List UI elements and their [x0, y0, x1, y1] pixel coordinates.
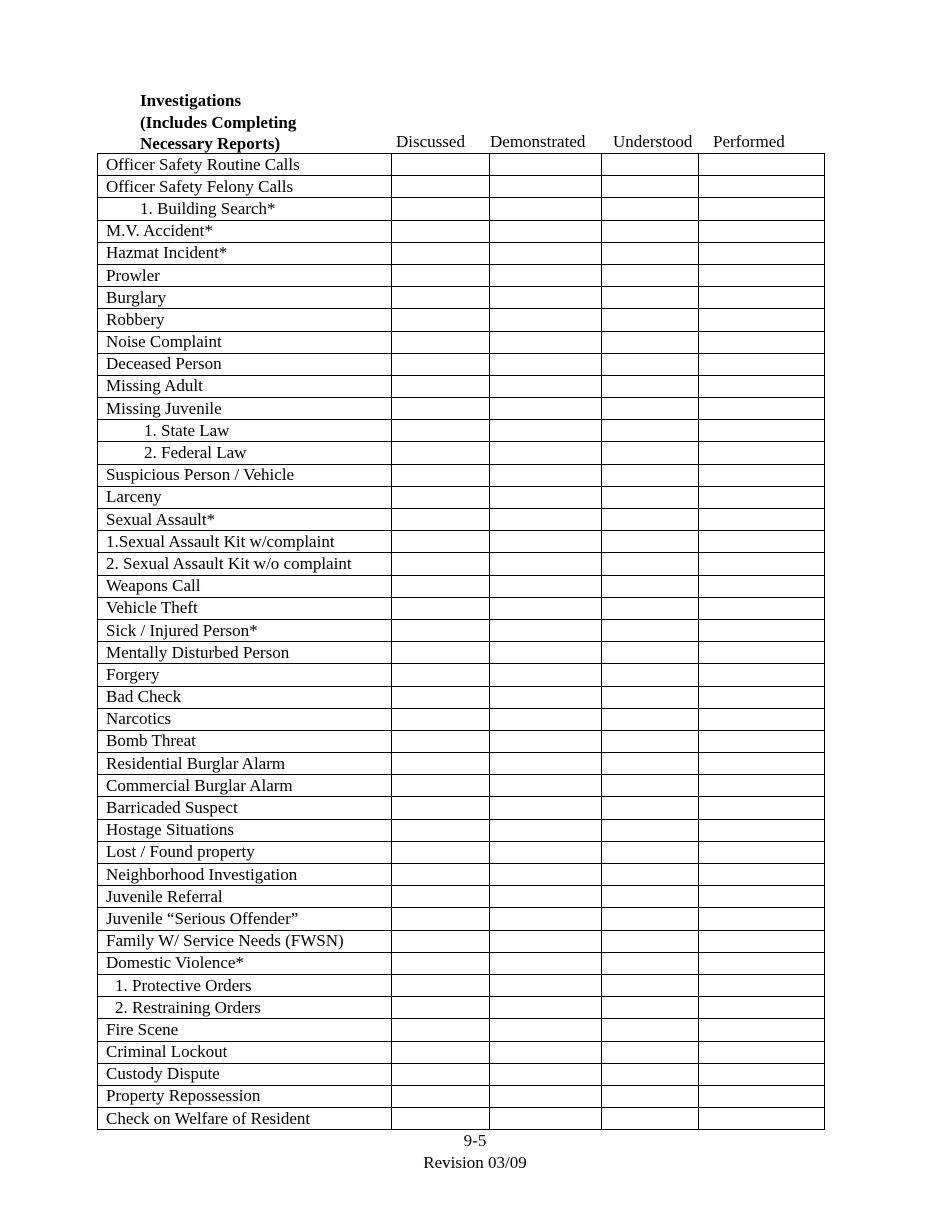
performed-checkbox-cell[interactable] [699, 797, 825, 819]
discussed-checkbox-cell[interactable] [392, 464, 490, 486]
performed-checkbox-cell[interactable] [699, 1063, 825, 1085]
performed-checkbox-cell[interactable] [699, 619, 825, 641]
table-row [98, 664, 825, 686]
performed-checkbox-cell[interactable] [699, 553, 825, 575]
demonstrated-checkbox-cell[interactable] [490, 997, 602, 1019]
performed-checkbox-cell[interactable] [699, 309, 825, 331]
column-header-understood: Understood [613, 132, 693, 151]
discussed-checkbox-cell[interactable] [392, 1041, 490, 1063]
understood-checkbox-cell[interactable] [602, 886, 699, 908]
demonstrated-checkbox-cell[interactable] [490, 775, 602, 797]
row-label: 2. Sexual Assault Kit w/o complaint [98, 553, 392, 575]
table-row [98, 553, 825, 575]
table-row [98, 176, 825, 198]
table-row [98, 1108, 825, 1130]
demonstrated-checkbox-cell[interactable] [490, 708, 602, 730]
discussed-checkbox-cell[interactable] [392, 1019, 490, 1041]
table-row [98, 797, 825, 819]
demonstrated-checkbox-cell[interactable] [490, 619, 602, 641]
row-label: Hazmat Incident* [98, 242, 392, 264]
performed-checkbox-cell[interactable] [699, 331, 825, 353]
understood-checkbox-cell[interactable] [602, 775, 699, 797]
discussed-checkbox-cell[interactable] [392, 509, 490, 531]
row-label: 2. Federal Law [98, 442, 392, 464]
demonstrated-checkbox-cell[interactable] [490, 242, 602, 264]
performed-checkbox-cell[interactable] [699, 819, 825, 841]
demonstrated-checkbox-cell[interactable] [490, 220, 602, 242]
discussed-checkbox-cell[interactable] [392, 642, 490, 664]
table-row [98, 264, 825, 286]
table-row [98, 686, 825, 708]
performed-checkbox-cell[interactable] [699, 997, 825, 1019]
performed-checkbox-cell[interactable] [699, 886, 825, 908]
understood-checkbox-cell[interactable] [602, 664, 699, 686]
table-row [98, 819, 825, 841]
performed-checkbox-cell[interactable] [699, 375, 825, 397]
table-row [98, 531, 825, 553]
row-label: Weapons Call [98, 575, 392, 597]
demonstrated-checkbox-cell[interactable] [490, 353, 602, 375]
demonstrated-checkbox-cell[interactable] [490, 309, 602, 331]
performed-checkbox-cell[interactable] [699, 1041, 825, 1063]
understood-checkbox-cell[interactable] [602, 553, 699, 575]
performed-checkbox-cell[interactable] [699, 420, 825, 442]
performed-checkbox-cell[interactable] [699, 730, 825, 752]
row-label: Bad Check [98, 686, 392, 708]
understood-checkbox-cell[interactable] [602, 154, 699, 176]
performed-checkbox-cell[interactable] [699, 775, 825, 797]
understood-checkbox-cell[interactable] [602, 442, 699, 464]
understood-checkbox-cell[interactable] [602, 176, 699, 198]
discussed-checkbox-cell[interactable] [392, 908, 490, 930]
understood-checkbox-cell[interactable] [602, 708, 699, 730]
demonstrated-checkbox-cell[interactable] [490, 486, 602, 508]
performed-checkbox-cell[interactable] [699, 864, 825, 886]
discussed-checkbox-cell[interactable] [392, 264, 490, 286]
performed-checkbox-cell[interactable] [699, 287, 825, 309]
performed-checkbox-cell[interactable] [699, 952, 825, 974]
performed-checkbox-cell[interactable] [699, 930, 825, 952]
discussed-checkbox-cell[interactable] [392, 398, 490, 420]
table-row [98, 287, 825, 309]
understood-checkbox-cell[interactable] [602, 797, 699, 819]
discussed-checkbox-cell[interactable] [392, 974, 490, 996]
row-label: Domestic Violence* [98, 952, 392, 974]
row-label: 1.Sexual Assault Kit w/complaint [98, 531, 392, 553]
table-row [98, 198, 825, 220]
discussed-checkbox-cell[interactable] [392, 864, 490, 886]
understood-checkbox-cell[interactable] [602, 864, 699, 886]
discussed-checkbox-cell[interactable] [392, 930, 490, 952]
demonstrated-checkbox-cell[interactable] [490, 753, 602, 775]
section-title-line: Necessary Reports) [140, 134, 281, 153]
understood-checkbox-cell[interactable] [602, 331, 699, 353]
performed-checkbox-cell[interactable] [699, 154, 825, 176]
discussed-checkbox-cell[interactable] [392, 952, 490, 974]
discussed-checkbox-cell[interactable] [392, 619, 490, 641]
table-row [98, 886, 825, 908]
performed-checkbox-cell[interactable] [699, 220, 825, 242]
discussed-checkbox-cell[interactable] [392, 819, 490, 841]
table-row [98, 486, 825, 508]
table-row [98, 974, 825, 996]
understood-checkbox-cell[interactable] [602, 819, 699, 841]
demonstrated-checkbox-cell[interactable] [490, 398, 602, 420]
column-header-performed: Performed [713, 132, 785, 151]
performed-checkbox-cell[interactable] [699, 597, 825, 619]
understood-checkbox-cell[interactable] [602, 686, 699, 708]
row-label: Sexual Assault* [98, 509, 392, 531]
understood-checkbox-cell[interactable] [602, 242, 699, 264]
performed-checkbox-cell[interactable] [699, 442, 825, 464]
table-row [98, 708, 825, 730]
demonstrated-checkbox-cell[interactable] [490, 664, 602, 686]
understood-checkbox-cell[interactable] [602, 597, 699, 619]
demonstrated-checkbox-cell[interactable] [490, 886, 602, 908]
understood-checkbox-cell[interactable] [602, 398, 699, 420]
demonstrated-checkbox-cell[interactable] [490, 176, 602, 198]
performed-checkbox-cell[interactable] [699, 575, 825, 597]
understood-checkbox-cell[interactable] [602, 486, 699, 508]
table-row [98, 753, 825, 775]
demonstrated-checkbox-cell[interactable] [490, 531, 602, 553]
table-row [98, 997, 825, 1019]
understood-checkbox-cell[interactable] [602, 375, 699, 397]
table-row [98, 1041, 825, 1063]
row-label: Bomb Threat [98, 730, 392, 752]
demonstrated-checkbox-cell[interactable] [490, 864, 602, 886]
demonstrated-checkbox-cell[interactable] [490, 1041, 602, 1063]
demonstrated-checkbox-cell[interactable] [490, 287, 602, 309]
performed-checkbox-cell[interactable] [699, 509, 825, 531]
demonstrated-checkbox-cell[interactable] [490, 442, 602, 464]
row-label: Burglary [98, 287, 392, 309]
discussed-checkbox-cell[interactable] [392, 797, 490, 819]
demonstrated-checkbox-cell[interactable] [490, 597, 602, 619]
discussed-checkbox-cell[interactable] [392, 442, 490, 464]
performed-checkbox-cell[interactable] [699, 1085, 825, 1107]
performed-checkbox-cell[interactable] [699, 908, 825, 930]
performed-checkbox-cell[interactable] [699, 486, 825, 508]
row-label: Property Repossession [98, 1085, 392, 1107]
table-row [98, 908, 825, 930]
performed-checkbox-cell[interactable] [699, 398, 825, 420]
understood-checkbox-cell[interactable] [602, 1019, 699, 1041]
page-number: 9-5 [463, 1131, 487, 1150]
understood-checkbox-cell[interactable] [602, 997, 699, 1019]
table-row [98, 952, 825, 974]
section-title [140, 90, 296, 155]
performed-checkbox-cell[interactable] [699, 974, 825, 996]
row-label: Noise Complaint [98, 331, 392, 353]
discussed-checkbox-cell[interactable] [392, 198, 490, 220]
table-row [98, 930, 825, 952]
demonstrated-checkbox-cell[interactable] [490, 952, 602, 974]
discussed-checkbox-cell[interactable] [392, 375, 490, 397]
row-label: Check on Welfare of Resident [98, 1108, 392, 1130]
row-label: Commercial Burglar Alarm [98, 775, 392, 797]
performed-checkbox-cell[interactable] [699, 664, 825, 686]
discussed-checkbox-cell[interactable] [392, 287, 490, 309]
performed-checkbox-cell[interactable] [699, 464, 825, 486]
row-label: Custody Dispute [98, 1063, 392, 1085]
row-label: Juvenile “Serious Offender” [98, 908, 392, 930]
discussed-checkbox-cell[interactable] [392, 775, 490, 797]
demonstrated-checkbox-cell[interactable] [490, 974, 602, 996]
demonstrated-checkbox-cell[interactable] [490, 686, 602, 708]
table-row [98, 642, 825, 664]
discussed-checkbox-cell[interactable] [392, 220, 490, 242]
understood-checkbox-cell[interactable] [602, 1063, 699, 1085]
table-row [98, 730, 825, 752]
table-row [98, 309, 825, 331]
demonstrated-checkbox-cell[interactable] [490, 553, 602, 575]
discussed-checkbox-cell[interactable] [392, 886, 490, 908]
understood-checkbox-cell[interactable] [602, 1085, 699, 1107]
table-row [98, 242, 825, 264]
performed-checkbox-cell[interactable] [699, 1108, 825, 1130]
row-label: Missing Adult [98, 375, 392, 397]
discussed-checkbox-cell[interactable] [392, 353, 490, 375]
understood-checkbox-cell[interactable] [602, 198, 699, 220]
understood-checkbox-cell[interactable] [602, 353, 699, 375]
row-label: 2. Restraining Orders [98, 997, 392, 1019]
understood-checkbox-cell[interactable] [602, 575, 699, 597]
section-title-line: Investigations [140, 91, 242, 110]
demonstrated-checkbox-cell[interactable] [490, 930, 602, 952]
performed-checkbox-cell[interactable] [699, 686, 825, 708]
table-row [98, 1063, 825, 1085]
row-label: Prowler [98, 264, 392, 286]
discussed-checkbox-cell[interactable] [392, 753, 490, 775]
row-label: 1. Protective Orders [98, 974, 392, 996]
performed-checkbox-cell[interactable] [699, 198, 825, 220]
performed-checkbox-cell[interactable] [699, 353, 825, 375]
demonstrated-checkbox-cell[interactable] [490, 819, 602, 841]
performed-checkbox-cell[interactable] [699, 642, 825, 664]
row-label: Neighborhood Investigation [98, 864, 392, 886]
table-row [98, 420, 825, 442]
discussed-checkbox-cell[interactable] [392, 154, 490, 176]
table-row [98, 154, 825, 176]
demonstrated-checkbox-cell[interactable] [490, 1085, 602, 1107]
discussed-checkbox-cell[interactable] [392, 997, 490, 1019]
understood-checkbox-cell[interactable] [602, 930, 699, 952]
performed-checkbox-cell[interactable] [699, 841, 825, 863]
demonstrated-checkbox-cell[interactable] [490, 264, 602, 286]
discussed-checkbox-cell[interactable] [392, 176, 490, 198]
performed-checkbox-cell[interactable] [699, 708, 825, 730]
understood-checkbox-cell[interactable] [602, 531, 699, 553]
table-row [98, 375, 825, 397]
understood-checkbox-cell[interactable] [602, 420, 699, 442]
performed-checkbox-cell[interactable] [699, 531, 825, 553]
table-row [98, 464, 825, 486]
demonstrated-checkbox-cell[interactable] [490, 331, 602, 353]
table-row [98, 864, 825, 886]
column-header-demonstrated: Demonstrated [490, 132, 586, 151]
row-label: Narcotics [98, 708, 392, 730]
table-row [98, 1085, 825, 1107]
discussed-checkbox-cell[interactable] [392, 1108, 490, 1130]
row-label: Deceased Person [98, 353, 392, 375]
table-row [98, 1019, 825, 1041]
discussed-checkbox-cell[interactable] [392, 597, 490, 619]
discussed-checkbox-cell[interactable] [392, 531, 490, 553]
row-label: Fire Scene [98, 1019, 392, 1041]
row-label: Sick / Injured Person* [98, 619, 392, 641]
understood-checkbox-cell[interactable] [602, 220, 699, 242]
row-label: Juvenile Referral [98, 886, 392, 908]
demonstrated-checkbox-cell[interactable] [490, 1063, 602, 1085]
table-row [98, 353, 825, 375]
row-label: M.V. Accident* [98, 220, 392, 242]
row-label: Lost / Found property [98, 841, 392, 863]
demonstrated-checkbox-cell[interactable] [490, 420, 602, 442]
table-row [98, 220, 825, 242]
row-label: Vehicle Theft [98, 597, 392, 619]
understood-checkbox-cell[interactable] [602, 264, 699, 286]
revision-label: Revision 03/09 [423, 1153, 527, 1172]
row-label: Missing Juvenile [98, 398, 392, 420]
discussed-checkbox-cell[interactable] [392, 841, 490, 863]
row-label: Barricaded Suspect [98, 797, 392, 819]
demonstrated-checkbox-cell[interactable] [490, 375, 602, 397]
section-title-line: (Includes Completing [140, 112, 297, 132]
demonstrated-checkbox-cell[interactable] [490, 198, 602, 220]
discussed-checkbox-cell[interactable] [392, 1063, 490, 1085]
understood-checkbox-cell[interactable] [602, 952, 699, 974]
understood-checkbox-cell[interactable] [602, 1108, 699, 1130]
understood-checkbox-cell[interactable] [602, 753, 699, 775]
performed-checkbox-cell[interactable] [699, 242, 825, 264]
understood-checkbox-cell[interactable] [602, 908, 699, 930]
row-label: Suspicious Person / Vehicle [98, 464, 392, 486]
demonstrated-checkbox-cell[interactable] [490, 154, 602, 176]
understood-checkbox-cell[interactable] [602, 619, 699, 641]
discussed-checkbox-cell[interactable] [392, 575, 490, 597]
understood-checkbox-cell[interactable] [602, 974, 699, 996]
row-label: Mentally Disturbed Person [98, 642, 392, 664]
table-row [98, 331, 825, 353]
discussed-checkbox-cell[interactable] [392, 242, 490, 264]
row-label: Criminal Lockout [98, 1041, 392, 1063]
row-label: Robbery [98, 309, 392, 331]
demonstrated-checkbox-cell[interactable] [490, 464, 602, 486]
investigations-checklist-table [97, 153, 825, 1130]
discussed-checkbox-cell[interactable] [392, 486, 490, 508]
understood-checkbox-cell[interactable] [602, 509, 699, 531]
performed-checkbox-cell[interactable] [699, 264, 825, 286]
understood-checkbox-cell[interactable] [602, 287, 699, 309]
demonstrated-checkbox-cell[interactable] [490, 841, 602, 863]
demonstrated-checkbox-cell[interactable] [490, 908, 602, 930]
demonstrated-checkbox-cell[interactable] [490, 642, 602, 664]
understood-checkbox-cell[interactable] [602, 841, 699, 863]
table-row [98, 841, 825, 863]
row-label: Family W/ Service Needs (FWSN) [98, 930, 392, 952]
understood-checkbox-cell[interactable] [602, 730, 699, 752]
table-row [98, 509, 825, 531]
demonstrated-checkbox-cell[interactable] [490, 575, 602, 597]
discussed-checkbox-cell[interactable] [392, 420, 490, 442]
table-row [98, 398, 825, 420]
demonstrated-checkbox-cell[interactable] [490, 1019, 602, 1041]
row-label: 1. Building Search* [98, 198, 392, 220]
column-header-discussed: Discussed [396, 132, 465, 151]
discussed-checkbox-cell[interactable] [392, 1085, 490, 1107]
row-label: Forgery [98, 664, 392, 686]
discussed-checkbox-cell[interactable] [392, 708, 490, 730]
performed-checkbox-cell[interactable] [699, 176, 825, 198]
performed-checkbox-cell[interactable] [699, 1019, 825, 1041]
row-label: Hostage Situations [98, 819, 392, 841]
discussed-checkbox-cell[interactable] [392, 331, 490, 353]
discussed-checkbox-cell[interactable] [392, 664, 490, 686]
table-row [98, 775, 825, 797]
discussed-checkbox-cell[interactable] [392, 686, 490, 708]
demonstrated-checkbox-cell[interactable] [490, 730, 602, 752]
table-row [98, 442, 825, 464]
row-label: Larceny [98, 486, 392, 508]
performed-checkbox-cell[interactable] [699, 753, 825, 775]
row-label: Residential Burglar Alarm [98, 753, 392, 775]
understood-checkbox-cell[interactable] [602, 1041, 699, 1063]
table-row [98, 619, 825, 641]
understood-checkbox-cell[interactable] [602, 642, 699, 664]
demonstrated-checkbox-cell[interactable] [490, 1108, 602, 1130]
table-row [98, 597, 825, 619]
row-label: Officer Safety Routine Calls [98, 154, 392, 176]
discussed-checkbox-cell[interactable] [392, 553, 490, 575]
row-label: 1. State Law [98, 420, 392, 442]
row-label: Officer Safety Felony Calls [98, 176, 392, 198]
table-row [98, 575, 825, 597]
understood-checkbox-cell[interactable] [602, 309, 699, 331]
understood-checkbox-cell[interactable] [602, 464, 699, 486]
discussed-checkbox-cell[interactable] [392, 309, 490, 331]
demonstrated-checkbox-cell[interactable] [490, 797, 602, 819]
demonstrated-checkbox-cell[interactable] [490, 509, 602, 531]
discussed-checkbox-cell[interactable] [392, 730, 490, 752]
